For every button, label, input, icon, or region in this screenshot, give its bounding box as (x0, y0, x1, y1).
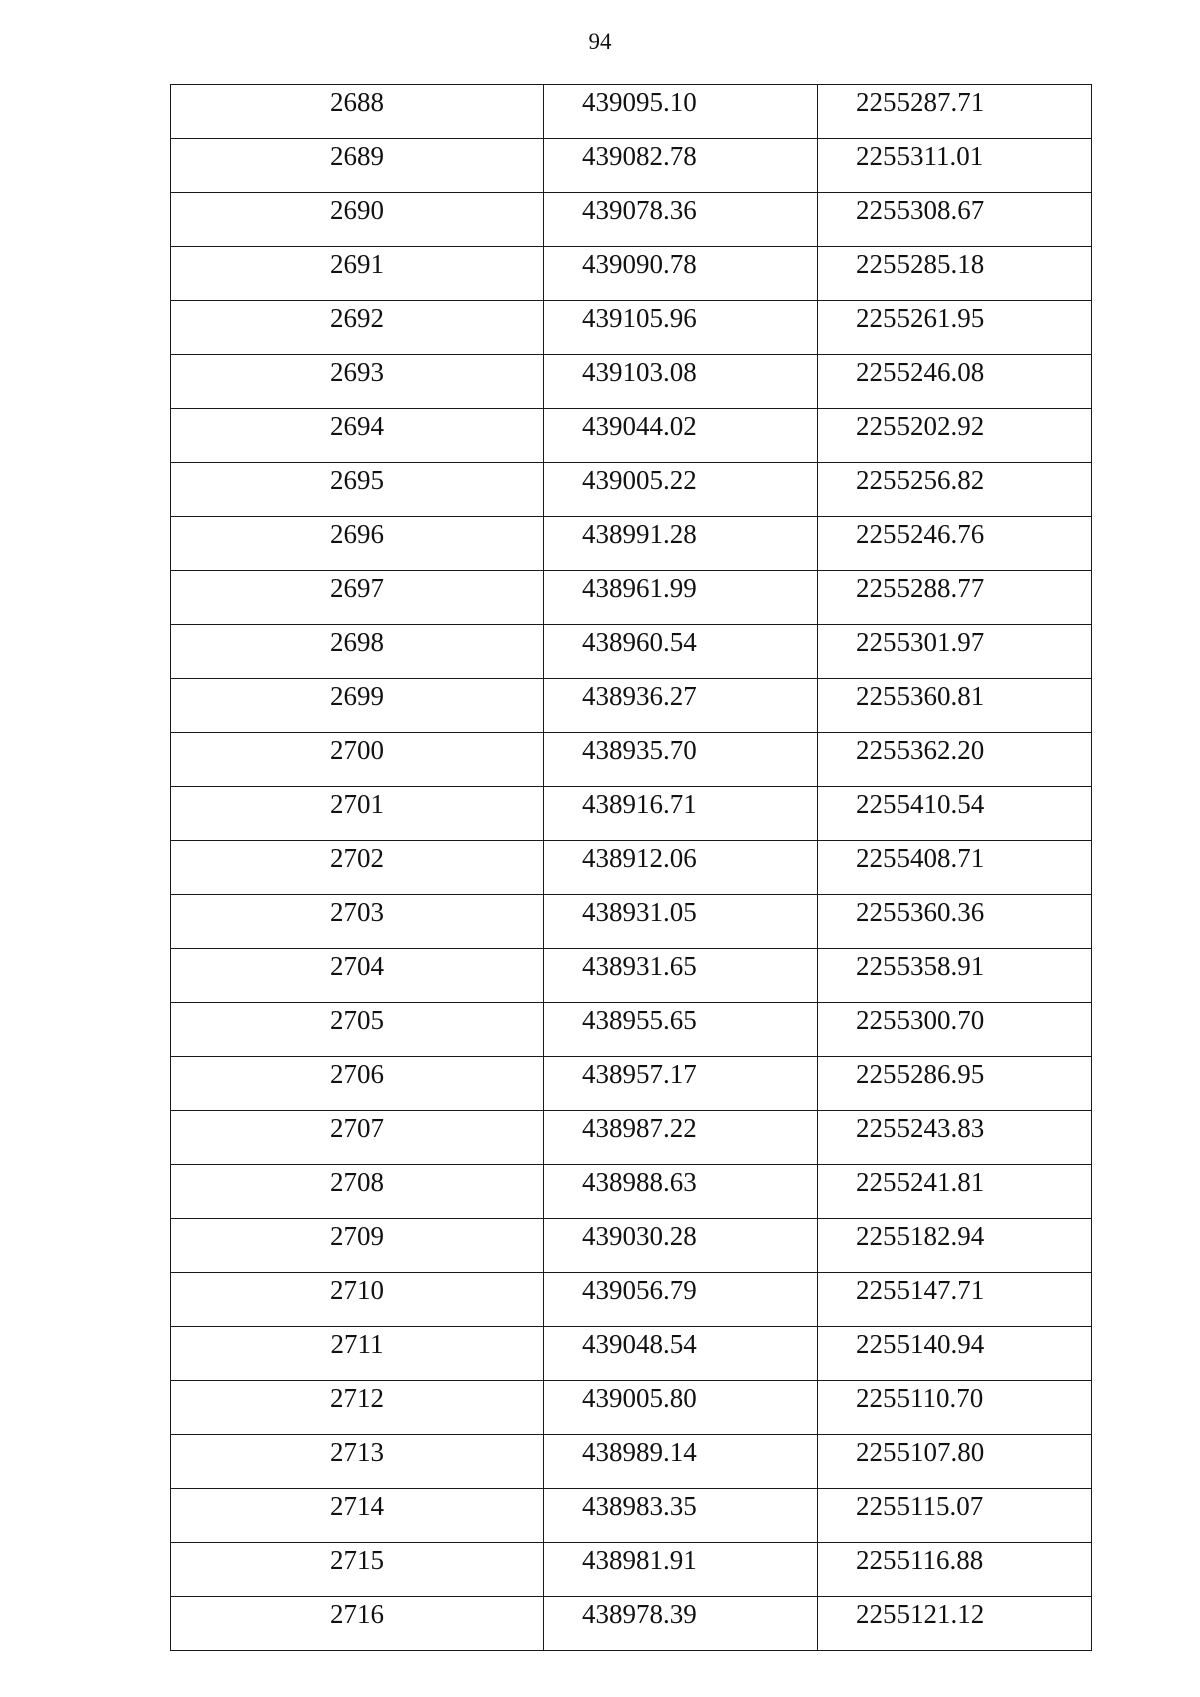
x-coordinate-cell: 439005.22 (544, 463, 818, 517)
table-row (171, 571, 1092, 625)
table-row (171, 1435, 1092, 1489)
table-row (171, 355, 1092, 409)
y-coordinate-cell: 2255116.88 (818, 1543, 1092, 1597)
point-id-cell: 2712 (171, 1381, 544, 1435)
point-id-cell: 2706 (171, 1057, 544, 1111)
y-coordinate-cell: 2255107.80 (818, 1435, 1092, 1489)
y-coordinate-cell: 2255300.70 (818, 1003, 1092, 1057)
table-row (171, 247, 1092, 301)
x-coordinate-cell: 438960.54 (544, 625, 818, 679)
x-coordinate-cell: 439103.08 (544, 355, 818, 409)
table-row (171, 85, 1092, 139)
point-id-cell: 2709 (171, 1219, 544, 1273)
table-row (171, 949, 1092, 1003)
table-row (171, 517, 1092, 571)
table-row (171, 1057, 1092, 1111)
x-coordinate-cell: 438961.99 (544, 571, 818, 625)
x-coordinate-cell: 439056.79 (544, 1273, 818, 1327)
y-coordinate-cell: 2255182.94 (818, 1219, 1092, 1273)
table-row (171, 139, 1092, 193)
y-coordinate-cell: 2255115.07 (818, 1489, 1092, 1543)
x-coordinate-cell: 439082.78 (544, 139, 818, 193)
point-id-cell: 2700 (171, 733, 544, 787)
page-number: 94 (588, 29, 612, 54)
y-coordinate-cell: 2255140.94 (818, 1327, 1092, 1381)
point-id-cell: 2689 (171, 139, 544, 193)
table-row (171, 193, 1092, 247)
point-id-cell: 2690 (171, 193, 544, 247)
point-id-cell: 2715 (171, 1543, 544, 1597)
x-coordinate-cell: 439048.54 (544, 1327, 818, 1381)
point-id-cell: 2691 (171, 247, 544, 301)
y-coordinate-cell: 2255147.71 (818, 1273, 1092, 1327)
y-coordinate-cell: 2255301.97 (818, 625, 1092, 679)
point-id-cell: 2714 (171, 1489, 544, 1543)
x-coordinate-cell: 438935.70 (544, 733, 818, 787)
x-coordinate-cell: 438912.06 (544, 841, 818, 895)
x-coordinate-cell: 438987.22 (544, 1111, 818, 1165)
x-coordinate-cell: 438991.28 (544, 517, 818, 571)
point-id-cell: 2702 (171, 841, 544, 895)
x-coordinate-cell: 438989.14 (544, 1435, 818, 1489)
y-coordinate-cell: 2255286.95 (818, 1057, 1092, 1111)
x-coordinate-cell: 438983.35 (544, 1489, 818, 1543)
point-id-cell: 2716 (171, 1597, 544, 1651)
coordinates-table-body (171, 85, 1092, 1651)
x-coordinate-cell: 438936.27 (544, 679, 818, 733)
x-coordinate-cell: 439090.78 (544, 247, 818, 301)
table-row (171, 1327, 1092, 1381)
table-row (171, 463, 1092, 517)
coordinates-table (170, 84, 1092, 1651)
table-row (171, 1489, 1092, 1543)
point-id-cell: 2707 (171, 1111, 544, 1165)
point-id-cell: 2697 (171, 571, 544, 625)
point-id-cell: 2693 (171, 355, 544, 409)
table-row (171, 841, 1092, 895)
y-coordinate-cell: 2255311.01 (818, 139, 1092, 193)
table-row (171, 1543, 1092, 1597)
table-row (171, 1111, 1092, 1165)
x-coordinate-cell: 438931.65 (544, 949, 818, 1003)
point-id-cell: 2698 (171, 625, 544, 679)
point-id-cell: 2696 (171, 517, 544, 571)
y-coordinate-cell: 2255358.91 (818, 949, 1092, 1003)
x-coordinate-cell: 439005.80 (544, 1381, 818, 1435)
table-row (171, 1219, 1092, 1273)
point-id-cell: 2699 (171, 679, 544, 733)
table-row (171, 1003, 1092, 1057)
x-coordinate-cell: 438955.65 (544, 1003, 818, 1057)
table-row (171, 625, 1092, 679)
y-coordinate-cell: 2255360.36 (818, 895, 1092, 949)
y-coordinate-cell: 2255256.82 (818, 463, 1092, 517)
x-coordinate-cell: 438931.05 (544, 895, 818, 949)
table-row (171, 1597, 1092, 1651)
x-coordinate-cell: 439095.10 (544, 85, 818, 139)
point-id-cell: 2688 (171, 85, 544, 139)
y-coordinate-cell: 2255285.18 (818, 247, 1092, 301)
point-id-cell: 2692 (171, 301, 544, 355)
y-coordinate-cell: 2255410.54 (818, 787, 1092, 841)
table-row (171, 1165, 1092, 1219)
y-coordinate-cell: 2255408.71 (818, 841, 1092, 895)
table-row (171, 895, 1092, 949)
x-coordinate-cell: 438988.63 (544, 1165, 818, 1219)
point-id-cell: 2703 (171, 895, 544, 949)
y-coordinate-cell: 2255243.83 (818, 1111, 1092, 1165)
y-coordinate-cell: 2255362.20 (818, 733, 1092, 787)
y-coordinate-cell: 2255308.67 (818, 193, 1092, 247)
x-coordinate-cell: 439044.02 (544, 409, 818, 463)
y-coordinate-cell: 2255110.70 (818, 1381, 1092, 1435)
x-coordinate-cell: 438981.91 (544, 1543, 818, 1597)
table-row (171, 787, 1092, 841)
table-row (171, 1381, 1092, 1435)
point-id-cell: 2708 (171, 1165, 544, 1219)
x-coordinate-cell: 439105.96 (544, 301, 818, 355)
point-id-cell: 2710 (171, 1273, 544, 1327)
point-id-cell: 2713 (171, 1435, 544, 1489)
point-id-cell: 2704 (171, 949, 544, 1003)
x-coordinate-cell: 439030.28 (544, 1219, 818, 1273)
table-row (171, 409, 1092, 463)
x-coordinate-cell: 438978.39 (544, 1597, 818, 1651)
x-coordinate-cell: 438957.17 (544, 1057, 818, 1111)
y-coordinate-cell: 2255360.81 (818, 679, 1092, 733)
point-id-cell: 2694 (171, 409, 544, 463)
point-id-cell: 2711 (171, 1327, 544, 1381)
point-id-cell: 2705 (171, 1003, 544, 1057)
y-coordinate-cell: 2255121.12 (818, 1597, 1092, 1651)
table-row (171, 733, 1092, 787)
y-coordinate-cell: 2255246.76 (818, 517, 1092, 571)
y-coordinate-cell: 2255246.08 (818, 355, 1092, 409)
y-coordinate-cell: 2255261.95 (818, 301, 1092, 355)
y-coordinate-cell: 2255202.92 (818, 409, 1092, 463)
point-id-cell: 2701 (171, 787, 544, 841)
table-row (171, 679, 1092, 733)
y-coordinate-cell: 2255288.77 (818, 571, 1092, 625)
y-coordinate-cell: 2255241.81 (818, 1165, 1092, 1219)
table-row (171, 1273, 1092, 1327)
y-coordinate-cell: 2255287.71 (818, 85, 1092, 139)
x-coordinate-cell: 439078.36 (544, 193, 818, 247)
table-row (171, 301, 1092, 355)
x-coordinate-cell: 438916.71 (544, 787, 818, 841)
point-id-cell: 2695 (171, 463, 544, 517)
